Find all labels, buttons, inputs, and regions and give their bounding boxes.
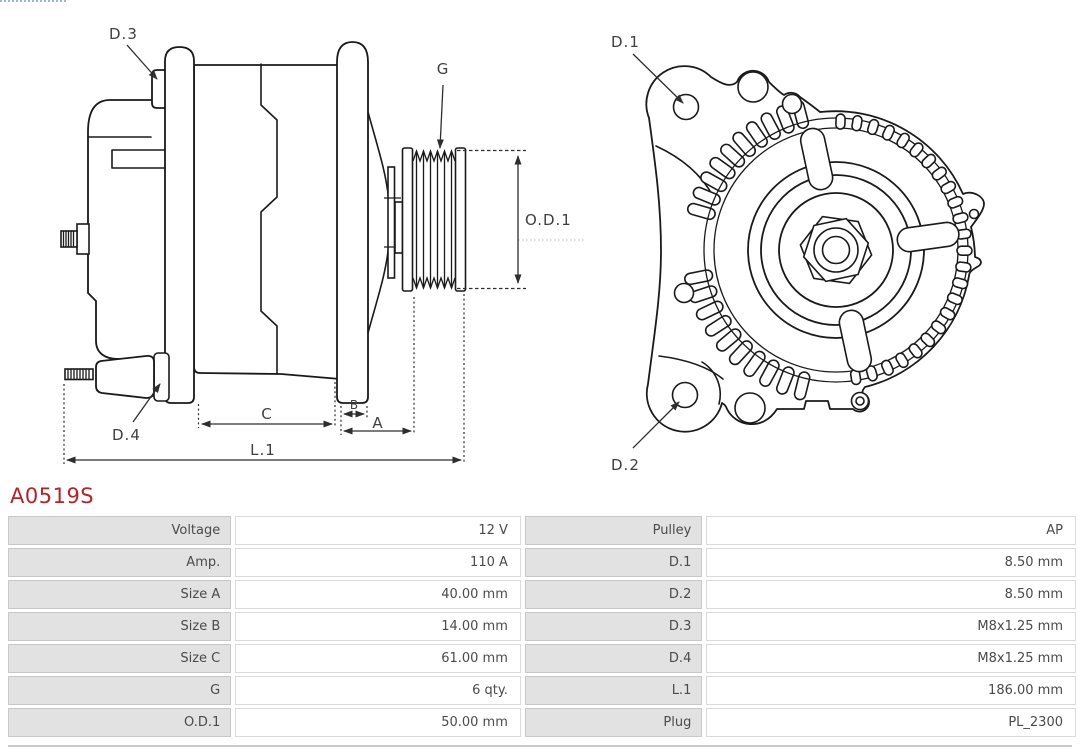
spec-label-cell: D.2 <box>525 580 702 609</box>
spec-row <box>8 580 1076 609</box>
spec-row <box>8 676 1076 705</box>
spec-value-cell: 110 A <box>235 548 521 577</box>
front-view-drawing <box>611 33 984 474</box>
spec-value-cell: 8.50 mm <box>706 580 1076 609</box>
spec-value-cell: AP <box>706 516 1076 545</box>
table-bottom-border <box>8 745 1072 747</box>
shaft <box>388 167 395 278</box>
pulley-side <box>403 148 466 291</box>
spec-value-cell: 186.00 mm <box>706 676 1076 705</box>
spec-row <box>8 708 1076 737</box>
spec-value-cell: 14.00 mm <box>235 612 521 641</box>
spec-value-cell: 8.50 mm <box>706 548 1076 577</box>
label-d1: D.1 <box>611 33 640 51</box>
spec-label-cell: G <box>8 676 231 705</box>
spec-label-cell: D.4 <box>525 644 702 673</box>
spec-label-cell: Size A <box>8 580 231 609</box>
spec-row <box>8 644 1076 673</box>
label-g: G <box>436 60 450 78</box>
mounting-lug-front <box>337 42 368 403</box>
right-ear-hole <box>970 210 979 219</box>
d2-bolt-hole <box>673 383 698 408</box>
d4-cover <box>154 353 169 401</box>
stator-body <box>194 65 340 379</box>
spec-label-cell: D.1 <box>525 548 702 577</box>
d4-boot <box>96 356 154 398</box>
nose-cone <box>368 112 389 333</box>
spec-label-cell: Size B <box>8 612 231 641</box>
spec-label-cell: Voltage <box>8 516 231 545</box>
spec-row <box>8 612 1076 641</box>
label-d2: D.2 <box>611 456 640 474</box>
spec-value-cell: 61.00 mm <box>235 644 521 673</box>
spec-value-cell: M8x1.25 mm <box>706 644 1076 673</box>
spec-label-cell: Amp. <box>8 548 231 577</box>
label-dim-c: C <box>261 405 273 423</box>
spec-row <box>8 516 1076 545</box>
label-d3: D.3 <box>109 25 138 43</box>
g-leader-arrow <box>440 85 443 148</box>
bottom-bolt-hole <box>735 393 765 423</box>
label-od1: O.D.1 <box>525 211 572 229</box>
label-dim-l1: L.1 <box>250 441 276 459</box>
spec-value-cell: M8x1.25 mm <box>706 612 1076 641</box>
spec-value-cell: 50.00 mm <box>235 708 521 737</box>
label-d4: D.4 <box>112 426 141 444</box>
specs-table <box>4 513 1080 740</box>
mid-left-hole <box>675 284 694 303</box>
specs-table-body <box>8 516 1076 737</box>
spec-label-cell: L.1 <box>525 676 702 705</box>
spec-label-cell: O.D.1 <box>8 708 231 737</box>
label-dim-a: A <box>372 414 384 432</box>
terminal-stud-upper <box>61 224 89 254</box>
spec-label-cell: Plug <box>525 708 702 737</box>
label-dim-b: B <box>349 398 359 412</box>
spec-label-cell: Pulley <box>525 516 702 545</box>
shaft-spacer <box>395 202 403 253</box>
top-small-hole <box>783 95 802 114</box>
spec-row <box>8 548 1076 577</box>
spec-label-cell: Size C <box>8 644 231 673</box>
d3-leader-arrow <box>127 45 157 79</box>
spec-value-cell: PL_2300 <box>706 708 1076 737</box>
spec-value-cell: 40.00 mm <box>235 580 521 609</box>
side-view-drawing <box>61 25 584 464</box>
terminal-stud-lower <box>65 369 93 380</box>
top-bolt-hole <box>738 72 768 102</box>
rear-housing <box>88 100 166 359</box>
spec-value-cell: 12 V <box>235 516 521 545</box>
bottom-ear-hole <box>856 397 864 405</box>
spec-label-cell: D.3 <box>525 612 702 641</box>
part-number-title: A0519S <box>10 484 95 508</box>
mounting-lug-rear <box>165 47 194 403</box>
spec-value-cell: 6 qty. <box>235 676 521 705</box>
